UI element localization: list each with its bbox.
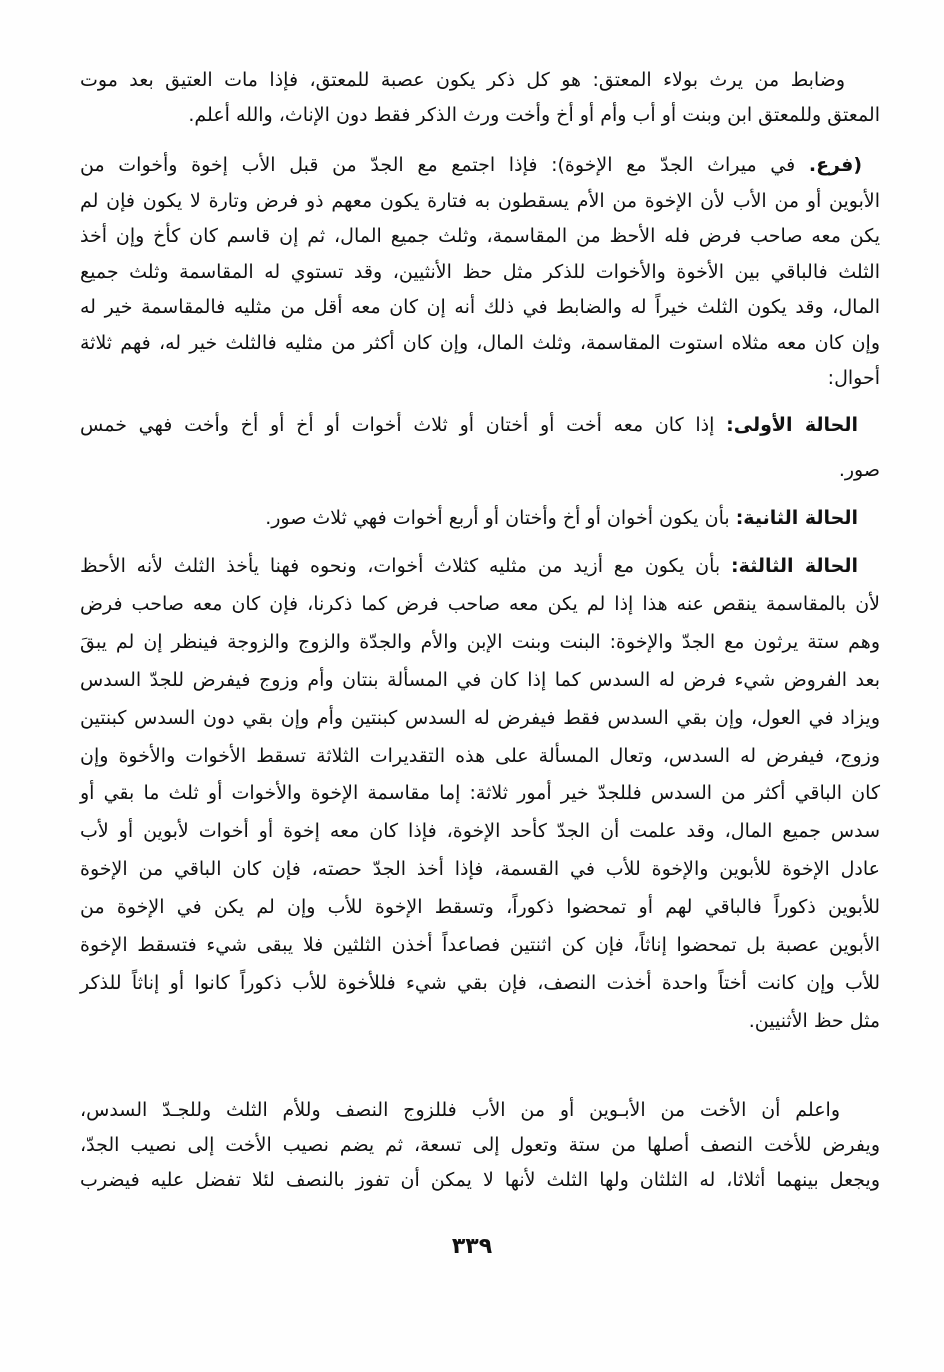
line-text: لأن بالمقاسمة ينقص عنه هذا إذا لم يكن معه صاحب فرض كما ذكرنا، فإن كان معه صاحب فرض: [80, 592, 880, 615]
line-text: في ميراث الجدّ مع الإخوة): فإذا اجتمع مع الجدّ من قبل الأب إخوة وأخوات من: [80, 154, 796, 176]
line-text: بأن يكون أخوان أو أخ وأختان أو أربع أخوات فهي ثلاث صور.: [265, 507, 730, 529]
line-text: الثلث فالباقي بين الأخوة والأخوات للذكر مثل حظ الأنثيين، وقد تستوي له المقاسمة وثلث جميع: [80, 260, 880, 283]
line-text: المعتق وللمعتق ابن وبنت أو أب وأم أو أخ وأخت ورث الذكر فقط دون الإناث، والله أعلم.: [188, 104, 880, 126]
line-text: يكن معه صاحب فرض فله الأحظ من المقاسمة، وثلث جميع المال، ثم إن قاسم كان كأخ وإن أخذ: [80, 225, 880, 247]
section-heading: الحالة الثانية:: [735, 507, 858, 529]
line-text: وهم ستة يرثون مع الجدّ والإخوة: البنت وبنت الإبن والأم والجدّة والزوج والزوجة فينظر إن لم يبقَ: [80, 630, 880, 653]
line-text: ويزاد في العول، وإن بقي السدس فقط فيفرض له السدس كبنتين وأم وإن بقي دون السدس كبنتين: [80, 706, 880, 729]
section-heading: الحالة الثالثة:: [730, 555, 858, 577]
text-line: [80, 813, 880, 849]
line-text: كان الباقي أكثر من السدس فللجدّ خير أمور ثلاثة: إما مقاسمة الإخوة والأخوات أو ثلث ما بقي أو: [80, 782, 880, 805]
page-number: ٣٣٩: [451, 1234, 493, 1259]
text-line: [80, 289, 880, 325]
section-heading: الحالة الأولى:: [726, 414, 859, 436]
text-line: [80, 965, 880, 1001]
line-text: المال، وقد يكون الثلث خيراً له والضابط في ذلك أنه إن كان معه أقل من مثليه فالمقاسمة خير له: [80, 296, 880, 318]
text-line: [80, 147, 862, 183]
text-line: [64, 500, 858, 536]
text-line: [80, 1127, 880, 1163]
text-line: [80, 851, 880, 887]
text-line: [80, 325, 880, 361]
text-line: [80, 548, 858, 584]
text-line: [80, 62, 845, 98]
line-text: عادل الإخوة للأبوين والإخوة للأب في القسمة، فإذا أخذ الجدّ حصته، فإن كان الباقي من الإخوة: [80, 858, 880, 881]
line-text: مثل حظ الأثنيين.: [748, 1009, 880, 1032]
line-text: أحوال:: [827, 367, 880, 389]
line-text: بأن يكون مع أزيد من مثليه كثلاث أخوات، ونحوه فهنا يأخذ الثلث لأنه الأحظ: [80, 555, 721, 577]
line-text: سدس جميع المال، وقد علمت أن الجدّ كأحد الإخوة، فإذا كان معه إخوة أو أخوات لأبوين أو لأب: [80, 820, 880, 843]
text-line: [64, 1003, 880, 1039]
line-text: إذا كان معه أخت أو أختان أو ثلاث أخوات أو أخ أو أخ وأخت فهي خمس: [80, 414, 715, 436]
section-heading: (فرع.: [808, 154, 862, 176]
line-text: الأبوين عصبة بل تمحضوا إناثاً، فإن كن اثنتين فصاعداً أخذن الثلثين فلا يبقى شيء فتسقط الإخوة: [80, 934, 880, 956]
text-line: [80, 1092, 840, 1128]
text-line: [80, 889, 880, 925]
text-line: [80, 738, 880, 774]
text-line: [80, 183, 880, 219]
text-line: [64, 97, 880, 133]
line-text: وإن كان معه مثلاه استوت المقاسمة، وثلث المال، وإن كان أكثر من مثليه فالثلث خير له، فهم ثلاثة: [80, 331, 880, 354]
text-line: [80, 624, 880, 660]
line-text: للأبوين ذكوراً فالباقي لهم أو تمحضوا ذكوراً، وتسقط الإخوة للأب وإن لم يكن في الإخوة من: [80, 896, 880, 919]
line-text: للأب وإن كانت أختاً واحدة أخذت النصف، فإن بقي شيء فللأخوة للأب ذكوراً كانوا أو إناثاً للذكر: [80, 971, 880, 994]
text-line: [80, 700, 880, 736]
text-line: [64, 452, 880, 488]
text-line: [64, 360, 880, 396]
line-text: ويفرض للأخت النصف أصلها من ستة وتعول إلى تسعة، ثم يضم نصيب الأخت إلى نصيب الجدّ،: [80, 1134, 880, 1156]
line-text: وزوج، فيفرض له السدس، وتعال المسألة على هذه التقديرات الثلاثة تسقط الأخوات والأخوة وإن: [80, 744, 880, 767]
text-line: [80, 662, 880, 698]
text-line: [80, 927, 880, 963]
text-line: [80, 218, 880, 254]
text-line: [80, 254, 880, 290]
text-line: [80, 586, 880, 622]
text-line: [80, 1162, 880, 1198]
text-line: [80, 407, 858, 443]
line-text: ويجعل بينهما أثلاثا، له الثلثان ولها الثلث لأنها لا يمكن أن تفوز بالنصف لئلا تفضل عليه فيضرب: [80, 1169, 880, 1191]
line-text: واعلم أن الأخت من الأبـوين أو من الأب فللزوج النصف وللأم الثلث وللجـدّ السدس،: [80, 1099, 840, 1121]
line-text: صور.: [838, 459, 880, 481]
line-text: بعد الفروض شيء فرض له السدس كما إذا كان في المسألة بنتان وأم وزوج فيفرض للجدّ السدس: [80, 668, 880, 691]
line-text: وضابط من يرث بولاء المعتق: هو كل ذكر يكون عصبة للمعتق، فإذا مات العتيق بعد موت: [80, 69, 845, 91]
text-line: [80, 775, 880, 811]
line-text: الأبوين أو من الأب لأن الإخوة من الأم يسقطون به فتارة يكون معهم ذو فرض وتارة لا يكون فإن لم: [80, 189, 880, 212]
